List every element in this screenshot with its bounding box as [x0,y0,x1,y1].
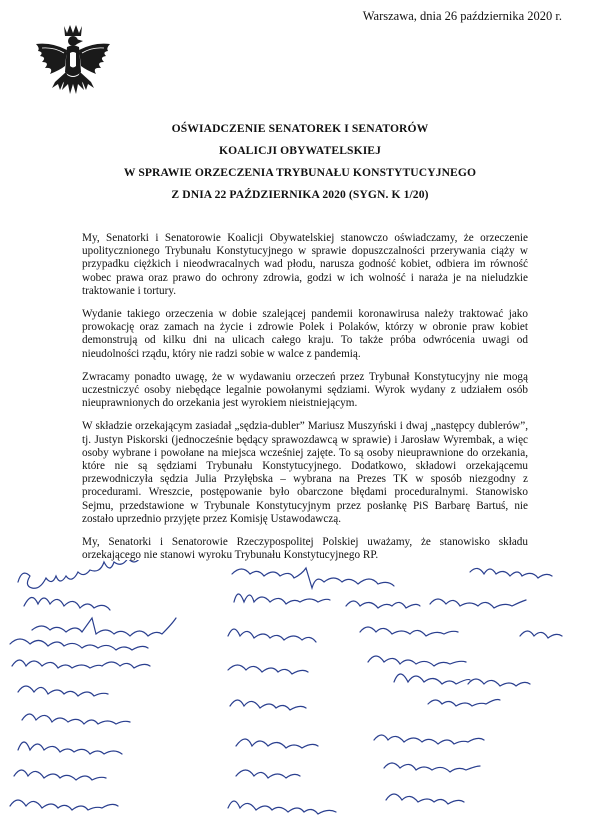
document-title [0,118,600,206]
paragraph: Zwracamy ponadto uwagę, że w wydawaniu orzeczeń przez Trybunał Konstytucyjny nie mogą uczestniczyć osoby niebędące legalnie powołanymi sędziami. Wyrok wydany z udziałem osób nieuprawnionych do orzekania jest wyrokiem nieistniejącym. [82,370,528,410]
signature [228,665,308,674]
signature [368,656,466,666]
signature [228,629,316,642]
title-line: Z DNIA 22 PAŹDZIERNIKA 2020 (SYGN. K 1/20) [171,188,429,201]
paragraph: My, Senatorki i Senatorowie Koalicji Obywatelskiej stanowczo oświadczamy, że orzeczenie upolitycznionego Trybunału Konstytucyjnego w sprawie dopuszczalności przerywania ciąży w przypadku ciężkich i nieodwracalnych wad płodu, narusza godność kobiet, odbiera im równość wobec prawa oraz prawo do ochrony zdrowia, godzi w ich wolność i naraża je na nieludzkie traktowanie i tortury. [82,232,528,297]
paragraph: Wydanie takiego orzeczenia w dobie szalejącej pandemii koronawirusa należy traktować jako prowokację oraz zamach na życie i zdrowie Polek i Polaków, którzy w obronie praw kobiet demonstrują od kilku dni na ulicach całego kraju. To także próba odwrócenia uwagi od nieudolności rządu, który nie radzi sobie w walce z pandemią. [82,308,528,360]
signature [18,686,108,696]
signature [12,660,150,668]
place-date: Warszawa, dnia 26 października 2020 r. [362,9,562,23]
signature [236,770,300,778]
polish-white-eagle-icon [30,20,116,116]
signature [360,627,458,636]
signature [428,700,500,707]
title-line: OŚWIADCZENIE SENATOREK I SENATORÓW [171,122,429,135]
signature [430,599,526,608]
signature [374,735,484,744]
signature [520,631,562,638]
signature [232,568,394,588]
signature [10,800,118,810]
paragraph: My, Senatorki i Senatorowie Rzeczypospolitej Polskiej uważamy, że stanowisko składu orzekającego nie stanowi wyroku Trybunału Konstytucyjnego RP. [82,536,528,562]
signature [384,763,480,772]
signature [386,794,464,804]
signature [228,801,336,814]
signature [236,739,318,748]
paragraph: W składzie orzekającym zasiadał „sędzia-dubler” Mariusz Muszyński i dwaj „następcy dublerów”, tj. Justyn Piskorski (jednocześnie będący sprawozdawcą w sprawie) i Jarosław Wyrembak, a więc osoby wybrane i powołane na miejsca wcześniej zajęte. To są osoby nieuprawnione do orzekania, które nie są sędziami Trybunału Konstytucyjnego. Dodatkowo, składowi orzekającemu przewodniczyła sędzia Julia Przyłębska – wybrana na Prezes TK w sposób niezgodny z procedurami. Wreszcie, postępowanie było obarczone błędami proceduralnymi. Stanowisko Sejmu, przedstawione w Trybunale Konstytucyjnym przez posłankę PiS Barbarę Bartuś, nie zostało uprzednio przyjęte przez Komisję Ustawodawczą. [82,420,528,525]
signature [18,742,122,754]
signature [18,560,156,588]
signature [24,597,110,610]
signature [468,679,530,686]
signature [230,700,306,710]
statement-body [82,232,528,572]
title-line: W SPRAWIE ORZECZENIA TRYBUNAŁU KONSTYTUCYJNEGO [123,166,477,179]
signature [32,618,176,636]
signature [394,674,470,684]
signature [346,601,420,608]
signatures-area [0,560,600,825]
title-line: KOALICJI OBYWATELSKIEJ [218,144,382,157]
signature [14,770,106,780]
signature [470,568,552,578]
signature [10,639,148,650]
signature [22,714,130,724]
signature [234,594,330,604]
